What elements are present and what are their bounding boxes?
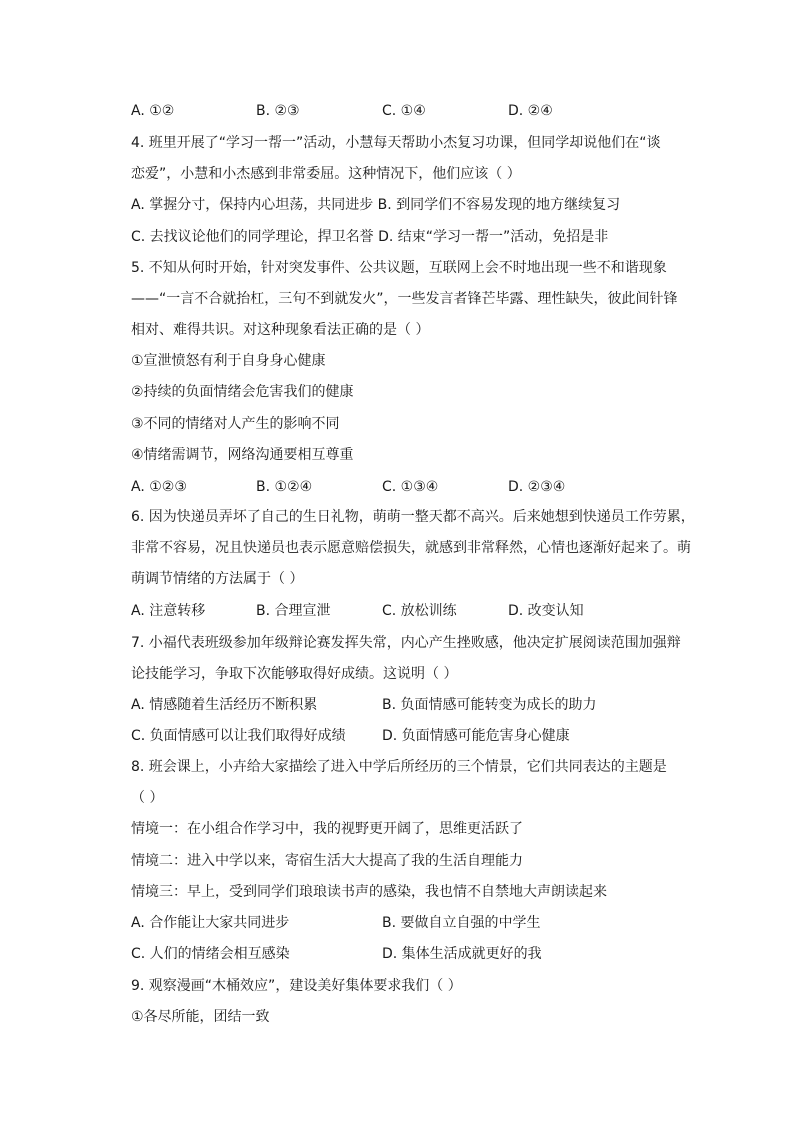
q8-option-b: B. 要做自立自强的中学生 xyxy=(382,915,541,931)
q5-statement-1: ①宣泄愤怒有利于自身身心健康 xyxy=(131,353,326,369)
q5-stem-line-2: ——“一言不合就抬杠，三句不到就发火”，一些发言者锋芒毕露、理性缺失，彼此间针锋 xyxy=(131,291,678,307)
q5-statement-4: ④情绪需调节，网络沟通要相互尊重 xyxy=(131,447,354,463)
q3-option-c: C. ①④ xyxy=(382,103,426,119)
q7-option-d: D. 负面情感可能危害身心健康 xyxy=(382,728,570,744)
q9-stem-line-1: 9. 观察漫画“木桶效应”，建设美好集体要求我们（ ） xyxy=(131,978,462,994)
q6-option-a: A. 注意转移 xyxy=(131,603,206,619)
q6-option-c: C. 放松训练 xyxy=(382,603,457,619)
q5-option-d: D. ②③④ xyxy=(508,479,566,495)
q6-stem-line-2: 非常不容易，况且快递员也表示愿意赔偿损失，就感到非常释然，心情也逐渐好起来了。萌 xyxy=(131,540,691,556)
q5-statement-2: ②持续的负面情绪会危害我们的健康 xyxy=(131,384,354,400)
q7-option-c: C. 负面情感可以让我们取得好成绩 xyxy=(131,728,346,744)
q4-options-cd: C. 去找议论他们的同学理论，捍卫名誉 D. 结束“学习一帮一”活动，免招是非 xyxy=(131,229,609,245)
q8-option-a: A. 合作能让大家共同进步 xyxy=(131,915,290,931)
q4-options-ab: A. 掌握分寸，保持内心坦荡，共同进步 B. 到同学们不容易发现的地方继续复习 xyxy=(131,197,621,213)
q6-stem-line-1: 6. 因为快递员弄坏了自己的生日礼物，萌萌一整天都不高兴。后来她想到快递员工作劳累， xyxy=(131,509,695,525)
q6-option-b: B. 合理宣泄 xyxy=(256,603,331,619)
q5-option-b: B. ①②④ xyxy=(256,479,313,495)
q7-stem-line-1: 7. 小福代表班级参加年级辩论赛发挥失常，内心产生挫败感，他决定扩展阅读范围加强辩 xyxy=(131,635,681,651)
q7-option-b: B. 负面情感可能转变为成长的助力 xyxy=(382,697,597,713)
q8-stem-line-2: （ ） xyxy=(131,790,164,806)
q8-option-d: D. 集体生活成就更好的我 xyxy=(382,946,542,962)
q7-option-a: A. 情感随着生活经历不断积累 xyxy=(131,697,318,713)
q3-option-d: D. ②④ xyxy=(508,103,553,119)
q4-stem-line-2: 恋爱”，小慧和小杰感到非常委屈。这种情况下，他们应该（ ） xyxy=(131,166,521,182)
q6-option-d: D. 改变认知 xyxy=(508,603,584,619)
q3-option-b: B. ②③ xyxy=(256,103,300,119)
q8-scene-2: 情境二：进入中学以来，寄宿生活大大提高了我的生活自理能力 xyxy=(131,853,523,869)
q4-stem-line-1: 4. 班里开展了“学习一帮一”活动，小慧每天帮助小杰复习功课，但同学却说他们在“谈 xyxy=(131,135,661,151)
q5-option-c: C. ①③④ xyxy=(382,479,439,495)
q5-option-a: A. ①②③ xyxy=(131,479,187,495)
q5-stem-line-3: 相对、难得共识。对这种现象看法正确的是（ ） xyxy=(131,322,430,338)
q8-stem-line-1: 8. 班会课上，小卉给大家描绘了进入中学后所经历的三个情景，它们共同表达的主题是 xyxy=(131,759,667,775)
q7-stem-line-2: 论技能学习，争取下次能够取得好成绩。这说明（ ） xyxy=(131,666,458,682)
q9-statement-1: ①各尽所能，团结一致 xyxy=(131,1009,270,1025)
q8-scene-1: 情境一：在小组合作学习中，我的视野更开阔了，思维更活跃了 xyxy=(131,821,523,837)
q3-option-a: A. ①② xyxy=(131,103,175,119)
q8-scene-3: 情境三：早上，受到同学们琅琅读书声的感染，我也情不自禁地大声朗读起来 xyxy=(131,884,607,900)
q5-statement-3: ③不同的情绪对人产生的影响不同 xyxy=(131,416,340,432)
q8-option-c: C. 人们的情绪会相互感染 xyxy=(131,946,290,962)
q5-stem-line-1: 5. 不知从何时开始，针对突发事件、公共议题，互联网上会不时地出现一些不和谐现象 xyxy=(131,260,667,276)
q6-stem-line-3: 萌调节情绪的方法属于（ ） xyxy=(131,571,304,587)
